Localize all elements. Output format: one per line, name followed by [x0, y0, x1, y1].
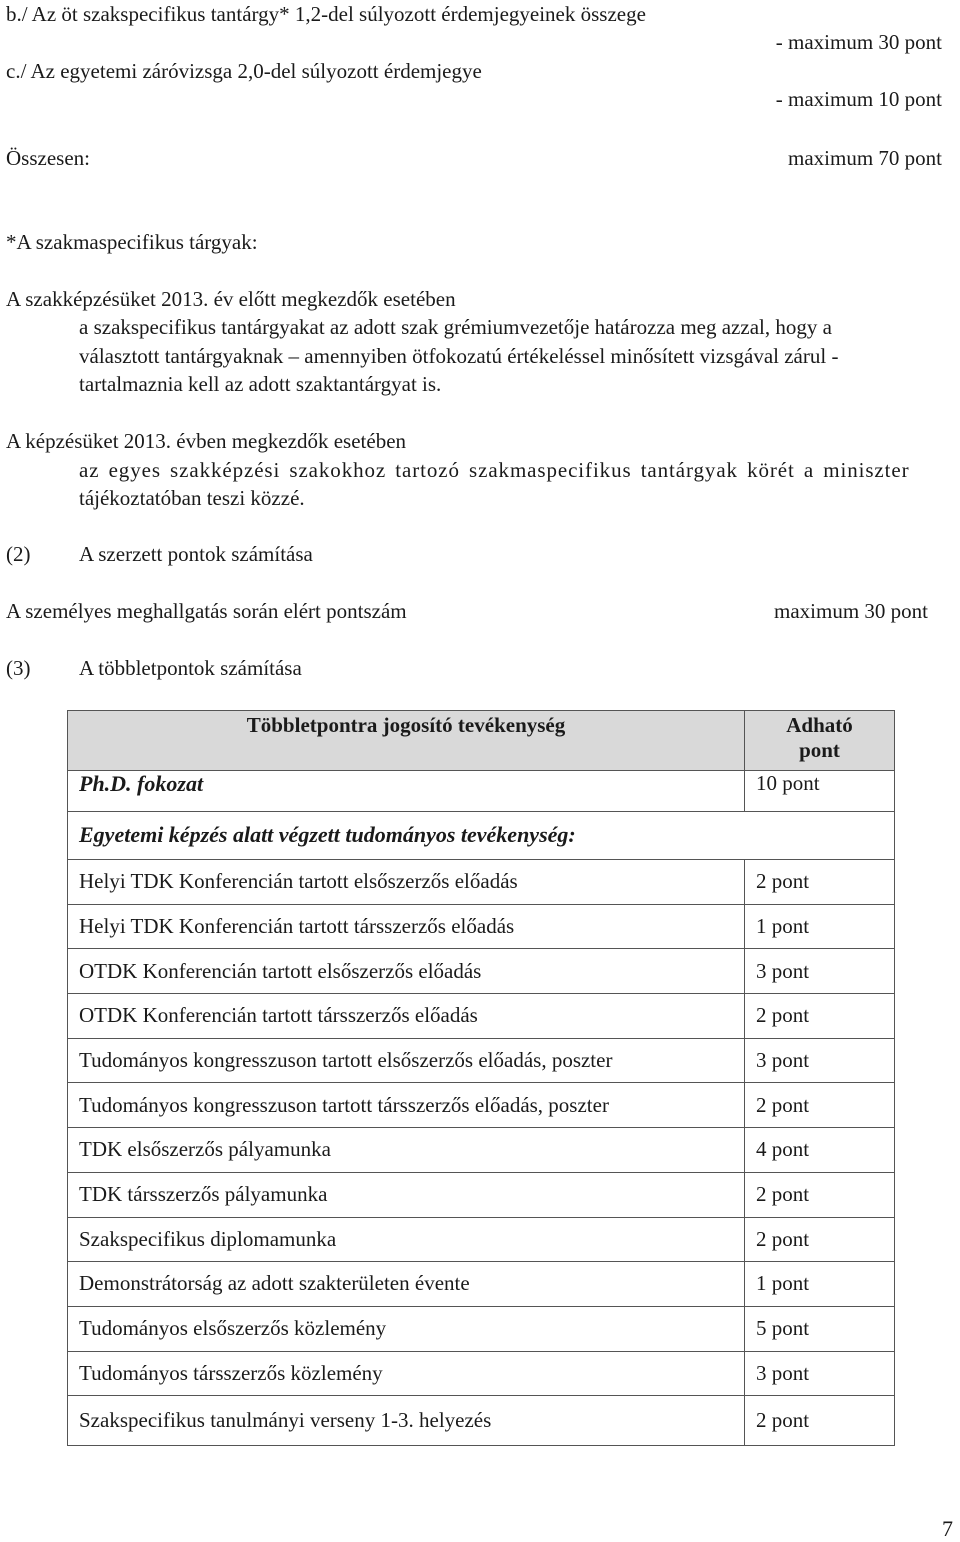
header-activity: Többletpontra jogosító tevékenység — [68, 711, 745, 771]
page-number: 7 — [942, 1516, 953, 1541]
header-points-line2: pont — [799, 738, 840, 763]
section-2-title: A szerzett pontok számítása — [79, 542, 313, 566]
after-2013-line2: tájékoztatóban teszi közzé. — [79, 486, 305, 510]
table-row — [68, 994, 895, 1039]
row-points: 4 pont — [745, 1128, 895, 1173]
item-c-max: - maximum 10 pont — [775, 87, 942, 111]
total-label: Összesen: — [6, 146, 90, 170]
subjects-heading: *A szakmaspecifikus tárgyak: — [6, 230, 258, 254]
row-activity: Szakspecifikus diplomamunka — [68, 1217, 745, 1262]
row-activity: Szakspecifikus tanulmányi verseny 1-3. helyezés — [68, 1396, 745, 1446]
section-points-empty — [745, 812, 895, 860]
after-2013-title: A képzésüket 2013. évben megkezdők esetében — [6, 429, 407, 453]
table-row — [68, 1217, 895, 1262]
item-b-text: b./ Az öt szakspecifikus tantárgy* 1,2-del súlyozott érdemjegyeinek összege — [6, 2, 646, 26]
row-points: 3 pont — [745, 949, 895, 994]
row-activity: TDK társszerzős pályamunka — [68, 1172, 745, 1217]
interview-max: maximum 30 pont — [774, 599, 928, 623]
row-activity: Tudományos társszerzős közlemény — [68, 1351, 745, 1396]
row-activity: Tudományos kongresszuson tartott társszerzős előadás, poszter — [68, 1083, 745, 1128]
row-activity: Tudományos elsőszerzős közlemény — [68, 1306, 745, 1351]
before-2013-title: A szakképzésüket 2013. év előtt megkezdők esetében — [6, 287, 456, 311]
section-3-title: A többletpontok számítása — [79, 656, 302, 680]
total-max: maximum 70 pont — [788, 146, 942, 170]
row-points: 2 pont — [745, 1172, 895, 1217]
phd-label: Ph.D. fokozat — [68, 771, 745, 812]
row-points: 3 pont — [745, 1038, 895, 1083]
row-points: 2 pont — [745, 1083, 895, 1128]
row-points: 2 pont — [745, 1217, 895, 1262]
table-row — [68, 1038, 895, 1083]
item-b-max: - maximum 30 pont — [775, 30, 942, 54]
section-2-number: (2) — [6, 542, 31, 566]
row-activity: Demonstrátorság az adott szakterületen évente — [68, 1262, 745, 1307]
row-activity: Tudományos kongresszuson tartott elsőszerzős előadás, poszter — [68, 1038, 745, 1083]
table-header-row — [68, 711, 895, 771]
phd-row — [68, 771, 895, 812]
phd-points: 10 pont — [745, 771, 895, 812]
table-row — [68, 860, 895, 905]
row-points: 2 pont — [745, 860, 895, 905]
row-activity: Helyi TDK Konferencián tartott elsőszerzős előadás — [68, 860, 745, 905]
table-row — [68, 1128, 895, 1173]
row-activity: TDK elsőszerzős pályamunka — [68, 1128, 745, 1173]
row-points: 5 pont — [745, 1306, 895, 1351]
after-2013-line1-text: az egyes szakképzési szakokhoz tartozó szakmaspecifikus tantárgyak körét a miniszter — [79, 458, 910, 482]
section-row — [68, 812, 895, 860]
header-points — [745, 711, 895, 771]
row-points: 2 pont — [745, 1396, 895, 1446]
row-activity: OTDK Konferencián tartott társszerzős előadás — [68, 994, 745, 1039]
row-activity: OTDK Konferencián tartott elsőszerzős előadás — [68, 949, 745, 994]
table-row — [68, 1172, 895, 1217]
extra-points-table — [67, 710, 895, 1446]
table-row — [68, 904, 895, 949]
before-2013-line1: a szakspecifikus tantárgyakat az adott szak grémiumvezetője határozza meg azzal, hogy a — [79, 315, 832, 339]
after-2013-line1 — [79, 458, 954, 483]
row-points: 1 pont — [745, 1262, 895, 1307]
interview-label: A személyes meghallgatás során elért pontszám — [6, 599, 407, 623]
table-row — [68, 1396, 895, 1446]
table-row — [68, 949, 895, 994]
row-activity: Helyi TDK Konferencián tartott társszerzős előadás — [68, 904, 745, 949]
table-row — [68, 1306, 895, 1351]
table-row — [68, 1351, 895, 1396]
row-points: 2 pont — [745, 994, 895, 1039]
header-points-line1: Adható — [786, 713, 853, 737]
row-points: 1 pont — [745, 904, 895, 949]
before-2013-line2: választott tantárgyaknak – amennyiben ötfokozatú értékeléssel minősített vizsgával zárul - — [79, 344, 839, 368]
table-row — [68, 1083, 895, 1128]
table-row — [68, 1262, 895, 1307]
section-3-number: (3) — [6, 656, 31, 680]
item-c-text: c./ Az egyetemi záróvizsga 2,0-del súlyozott érdemjegye — [6, 59, 482, 83]
section-label: Egyetemi képzés alatt végzett tudományos tevékenység: — [68, 812, 745, 860]
before-2013-line3: tartalmaznia kell az adott szaktantárgyat is. — [79, 372, 442, 396]
row-points: 3 pont — [745, 1351, 895, 1396]
